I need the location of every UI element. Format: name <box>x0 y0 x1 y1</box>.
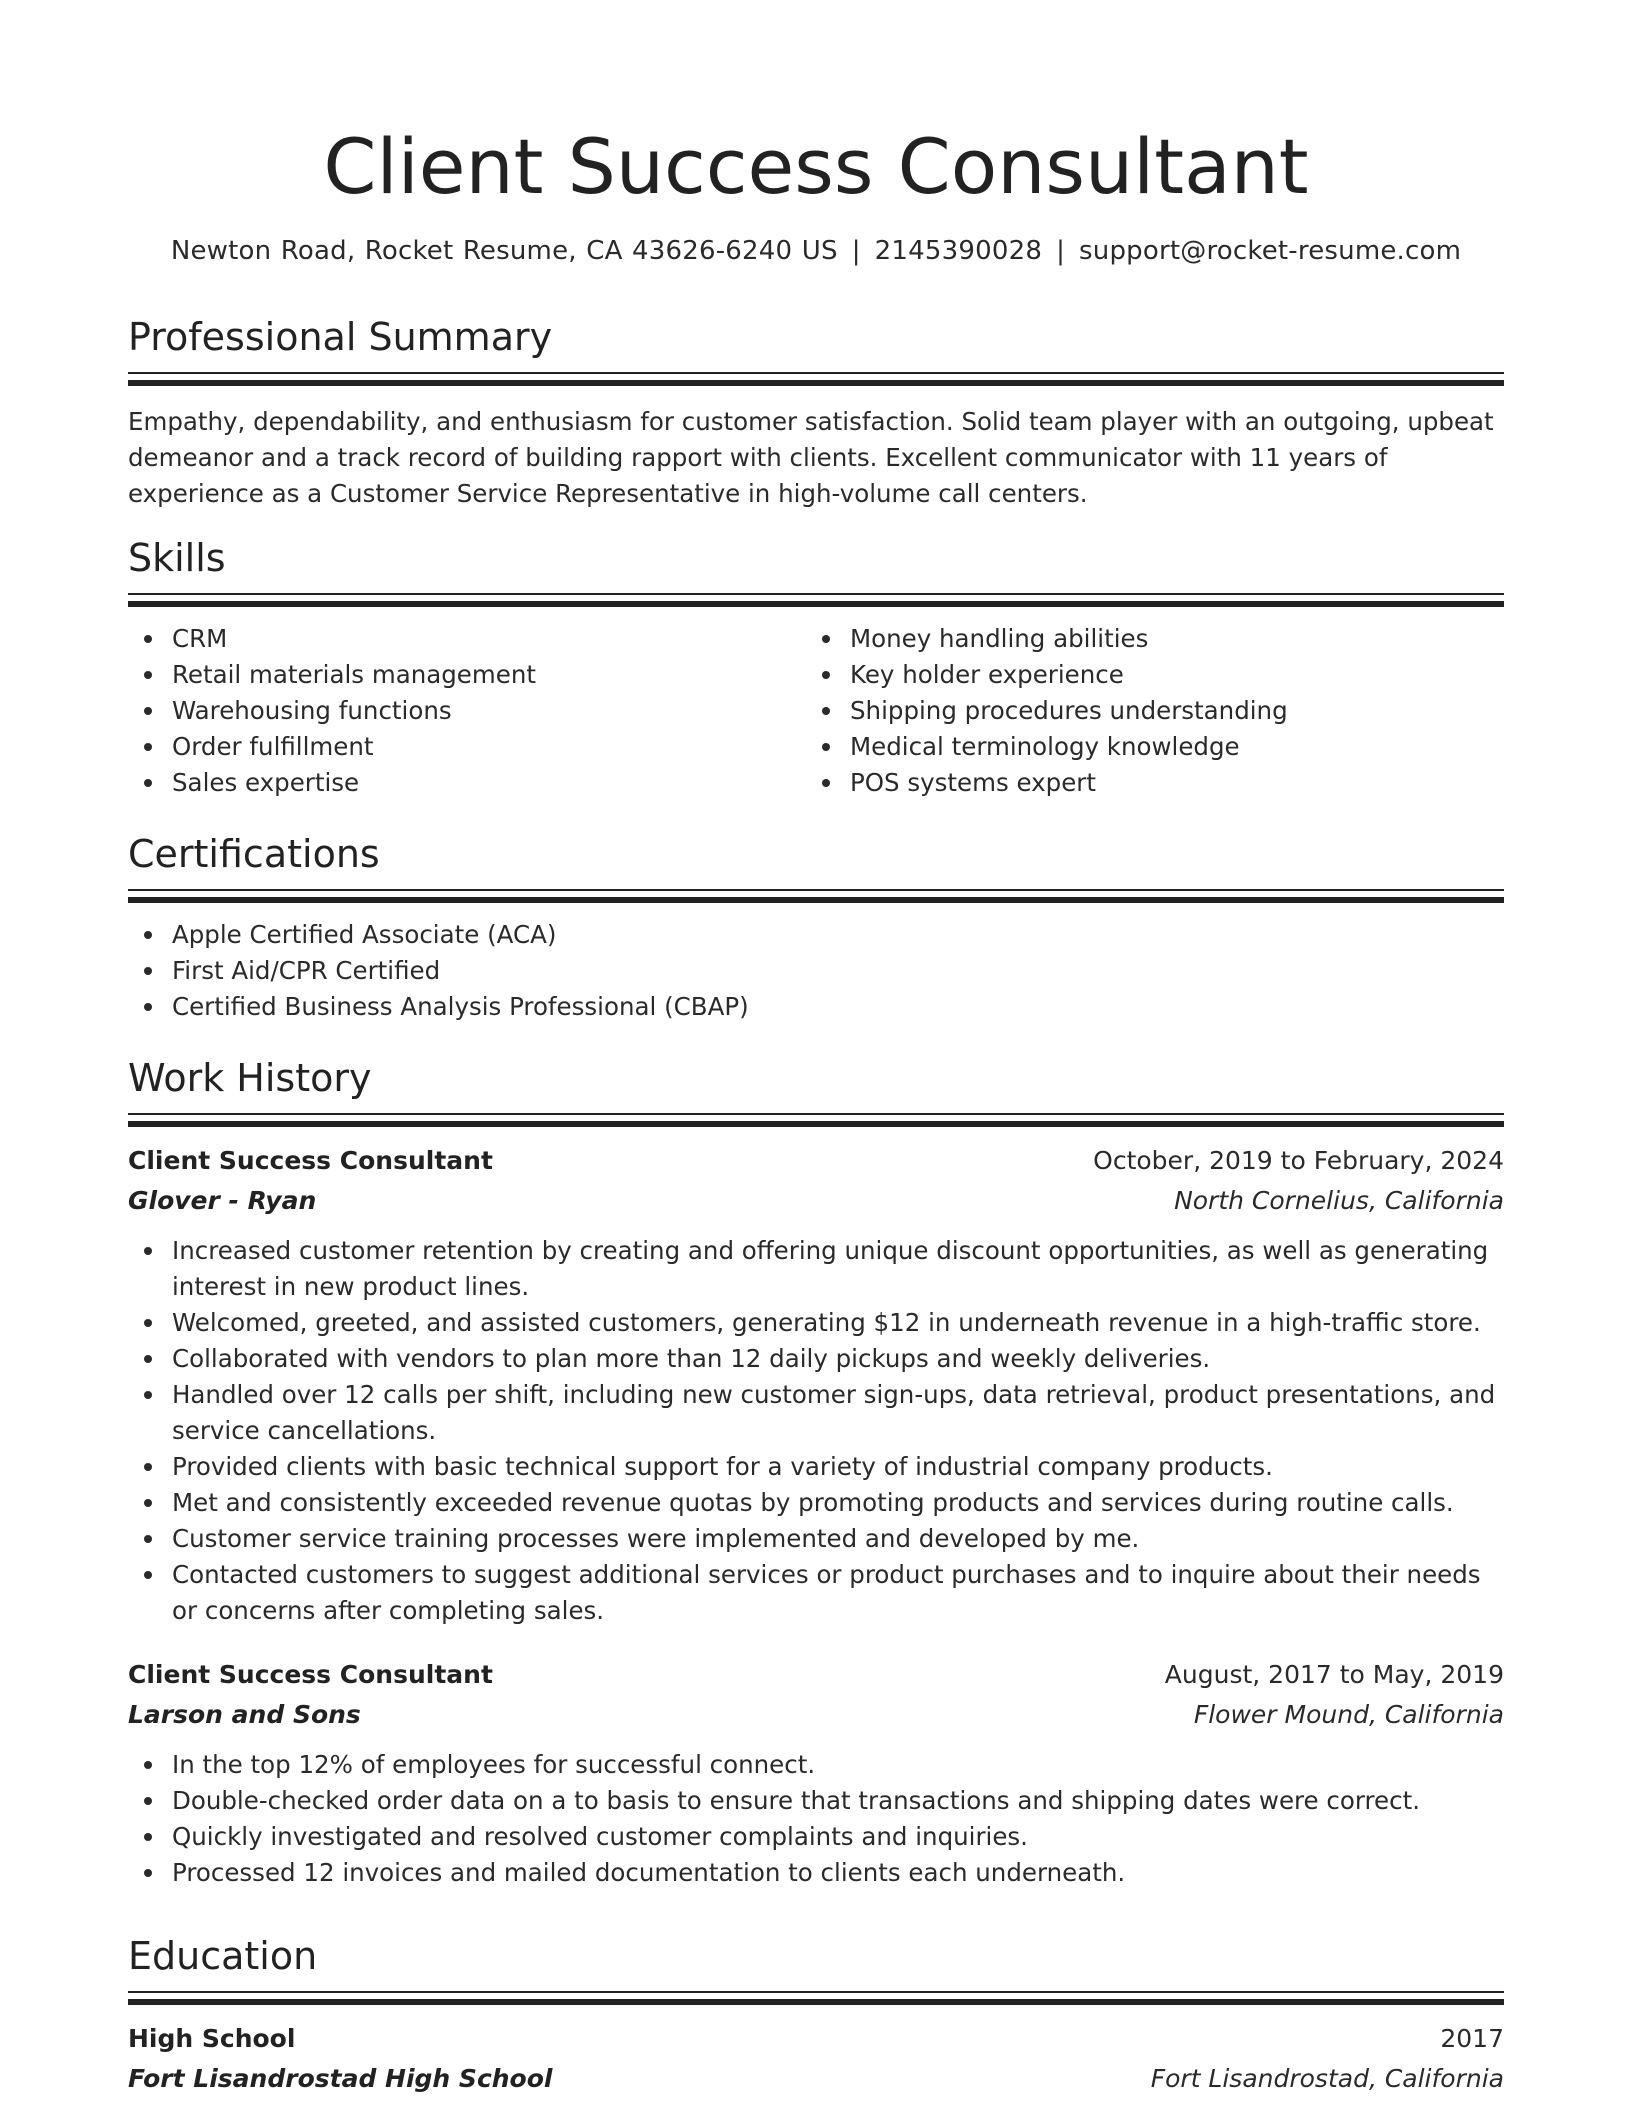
job-bullets <box>128 1233 1504 1629</box>
job-entry <box>128 1655 1504 1891</box>
education-header-row <box>128 2019 1504 2059</box>
skill-item: CRM <box>172 621 806 657</box>
education-entry <box>128 2019 1504 2099</box>
skill-item: Retail materials management <box>172 657 806 693</box>
job-bullet: Provided clients with basic technical support for a variety of industrial company products. <box>172 1449 1504 1485</box>
resume-title: Client Success Consultant <box>323 122 1309 211</box>
section-divider-thick <box>128 1121 1504 1127</box>
certification-item: Certified Business Analysis Professional (CBAP) <box>172 989 1504 1025</box>
education-location: Fort Lisandrostad, California <box>1150 2064 1504 2093</box>
contact-email: support@rocket-resume.com <box>1079 236 1462 266</box>
certifications-section <box>128 831 1504 1025</box>
job-bullet: Customer service training processes were implemented and developed by me. <box>172 1521 1504 1557</box>
section-heading-certifications: Certifications <box>128 832 380 876</box>
section-divider <box>128 593 1504 595</box>
contact-phone: 2145390028 <box>874 236 1043 266</box>
skill-item: Warehousing functions <box>172 693 806 729</box>
skill-item: Order fulfillment <box>172 729 806 765</box>
job-bullet: Collaborated with vendors to plan more than 12 daily pickups and weekly deliveries. <box>172 1341 1504 1377</box>
certifications-list <box>128 917 1504 1025</box>
education-degree: High School <box>128 2024 296 2053</box>
resume-page <box>128 0 1504 2093</box>
summary-text: Empathy, dependability, and enthusiasm for customer satisfaction. Solid team player with an outgoing, upbeat demeanor and a track record of building rapport with clients. Excellent communicator with 11 years of experience as a Customer Service Representative in high-volume call centers. <box>128 407 1494 508</box>
section-divider <box>128 1991 1504 1993</box>
certification-item: First Aid/CPR Certified <box>172 953 1504 989</box>
job-subheader-row <box>128 1181 1504 1221</box>
job-company: Larson and Sons <box>128 1700 361 1729</box>
job-bullet: Increased customer retention by creating and offering unique discount opportunities, as well as generating interest in new product lines. <box>172 1233 1504 1305</box>
job-bullet: Welcomed, greeted, and assisted customers, generating $12 in underneath revenue in a high-traffic store. <box>172 1305 1504 1341</box>
job-header-row <box>128 1655 1504 1695</box>
job-title: Client Success Consultant <box>128 1660 493 1689</box>
section-divider <box>128 1113 1504 1115</box>
section-divider-thick <box>128 897 1504 903</box>
skill-item: POS systems expert <box>850 765 1484 801</box>
skills-column-left <box>128 621 806 801</box>
skills-columns <box>128 621 1504 801</box>
job-bullet: In the top 12% of employees for successful connect. <box>172 1747 1504 1783</box>
education-year: 2017 <box>1440 2024 1504 2053</box>
contact-separator: | <box>1056 236 1066 266</box>
job-bullet: Double-checked order data on a to basis to ensure that transactions and shipping dates were correct. <box>172 1783 1504 1819</box>
job-title: Client Success Consultant <box>128 1146 493 1175</box>
section-divider <box>128 889 1504 891</box>
job-bullet: Processed 12 invoices and mailed documentation to clients each underneath. <box>172 1855 1504 1891</box>
skill-item: Medical terminology knowledge <box>850 729 1484 765</box>
section-divider <box>128 372 1504 374</box>
certification-item: Apple Certified Associate (ACA) <box>172 917 1504 953</box>
job-bullet: Quickly investigated and resolved customer complaints and inquiries. <box>172 1819 1504 1855</box>
contact-address: Newton Road, Rocket Resume, CA 43626-6240 US <box>170 236 838 266</box>
job-header-row <box>128 1141 1504 1181</box>
skill-item: Money handling abilities <box>850 621 1484 657</box>
skill-item: Key holder experience <box>850 657 1484 693</box>
job-bullet: Handled over 12 calls per shift, including new customer sign-ups, data retrieval, product presentations, and service cancellations. <box>172 1377 1504 1449</box>
section-divider-thick <box>128 601 1504 607</box>
section-heading-skills: Skills <box>128 536 226 580</box>
job-dates: October, 2019 to February, 2024 <box>1093 1146 1504 1175</box>
education-section <box>128 1933 1504 2099</box>
skill-item: Shipping procedures understanding <box>850 693 1484 729</box>
contact-line <box>128 234 1504 268</box>
summary-section <box>128 314 1504 512</box>
education-school: Fort Lisandrostad High School <box>128 2064 553 2093</box>
job-bullet: Contacted customers to suggest additional services or product purchases and to inquire about their needs or concerns after completing sales. <box>172 1557 1504 1629</box>
skills-section <box>128 535 1504 801</box>
education-subheader-row <box>128 2059 1504 2099</box>
skill-item: Sales expertise <box>172 765 806 801</box>
contact-separator: | <box>851 236 861 266</box>
section-heading-education: Education <box>128 1934 318 1978</box>
job-location: North Cornelius, California <box>1174 1186 1504 1215</box>
job-dates: August, 2017 to May, 2019 <box>1164 1660 1504 1689</box>
section-divider-thick <box>128 1999 1504 2005</box>
section-divider-thick <box>128 380 1504 386</box>
section-heading-work: Work History <box>128 1056 372 1100</box>
skills-column-right <box>806 621 1484 801</box>
job-location: Flower Mound, California <box>1193 1700 1504 1729</box>
job-bullets <box>128 1747 1504 1891</box>
section-heading-summary: Professional Summary <box>128 315 553 359</box>
job-company: Glover - Ryan <box>128 1186 317 1215</box>
job-bullet: Met and consistently exceeded revenue quotas by promoting products and services during routine calls. <box>172 1485 1504 1521</box>
job-subheader-row <box>128 1695 1504 1735</box>
job-entry <box>128 1141 1504 1629</box>
work-history-section <box>128 1055 1504 1891</box>
